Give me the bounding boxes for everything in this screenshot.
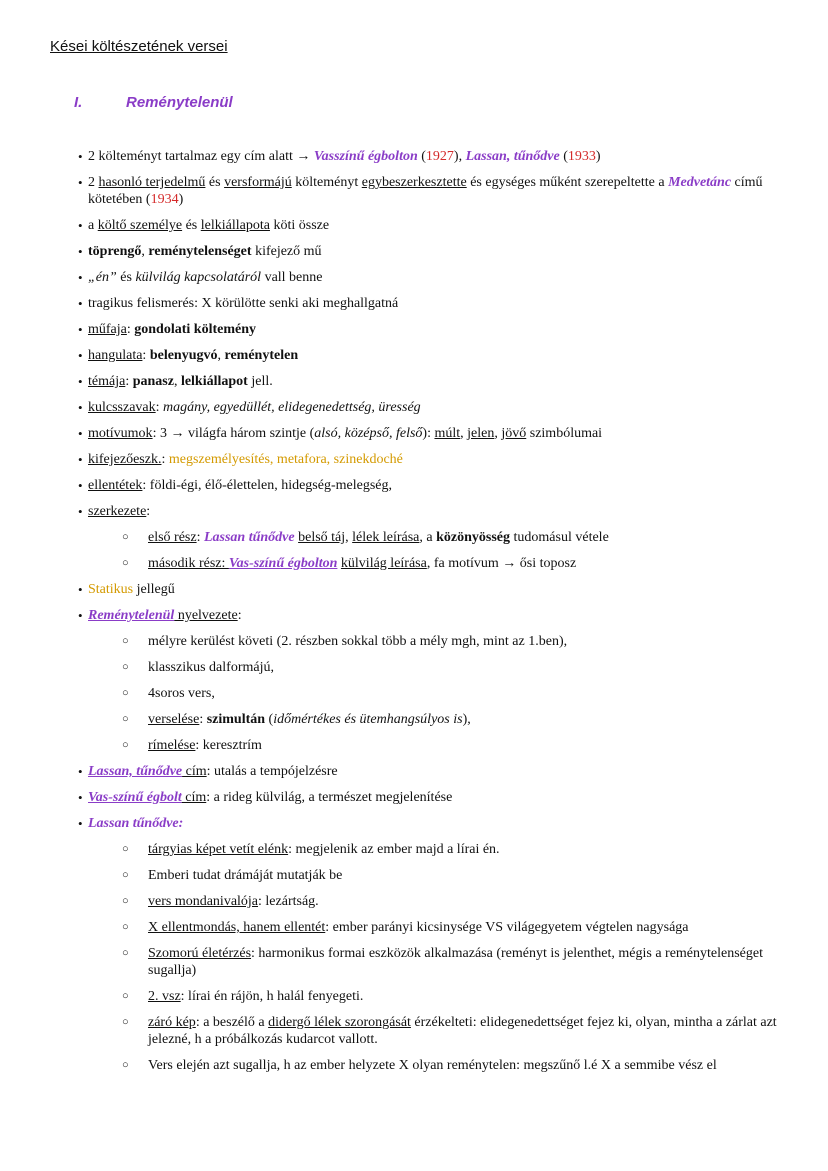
list-item: • Lassan tűnődve: [78,815,778,832]
list-item: • ellentétek: földi-égi, élő-élettelen, hidegség-melegség, [78,477,778,494]
list-item: • hangulata: belenyugvó, reménytelen [78,347,778,364]
list-item: • Statikus jellegű [78,581,778,598]
sub-list-item: ○ 4soros vers, [78,685,778,702]
list-item: • Reménytelenül nyelvezete: [78,607,778,624]
sub-list-item: ○ Vers elején azt sugallja, h az ember helyzete X olyan reménytelen: megszűnő l.é X a semmibe vész el [78,1057,778,1074]
sub-list-item: ○ X ellentmondás, hanem ellentét: ember parányi kicsinysége VS világegyetem végtelen nagysága [78,919,778,936]
list-item: • Lassan, tűnődve cím: utalás a tempójelzésre [78,763,778,780]
list-item: • szerkezete: [78,503,778,520]
bullet-list [78,148,778,1083]
page-title: Kései költészetének versei [50,38,228,55]
section-title: Reménytelenül [126,94,233,111]
sub-list-item: ○ Szomorú életérzés: harmonikus formai eszközök alkalmazása (reményt is jelenthet, mégis a reménytelenséget sugallja) [78,945,778,979]
sub-list-item: ○ Emberi tudat drámáját mutatják be [78,867,778,884]
list-item: • 2 hasonló terjedelmű és versformájú költeményt egybeszerkesztette és egységes műként szerepeltette a Medvetánc című kötetében (1934) [78,174,778,208]
sub-list-item: ○ 2. vsz: lírai én rájön, h halál fenyegeti. [78,988,778,1005]
sub-list-item: ○ második rész: Vas-színű égbolton külvilág leírása, fa motívum → ősi toposz [78,555,778,572]
list-item: • 2 költeményt tartalmaz egy cím alatt → Vasszínű égbolton (1927), Lassan, tűnődve (1933) [78,148,778,165]
list-item: • „én” és külvilág kapcsolatáról vall benne [78,269,778,286]
list-item: • töprengő, reménytelenséget kifejező mű [78,243,778,260]
section-number: I. [74,94,83,111]
sub-list-item: ○ verselése: szimultán (időmértékes és ütemhangsúlyos is), [78,711,778,728]
section-heading [74,94,233,111]
sub-list-item: ○ tárgyias képet vetít elénk: megjelenik az ember majd a lírai én. [78,841,778,858]
sub-list-item: ○ záró kép: a beszélő a didergő lélek szorongását érzékelteti: elidegenedettséget fejez ki, olyan, mintha a zárlat azt jelezné, h a próbálkozás kudarcot vallott. [78,1014,778,1048]
sub-list-item: ○ első rész: Lassan tűnődve belső táj, lélek leírása, a közönyösség tudomásul vétele [78,529,778,546]
list-item: • kulcsszavak: magány, egyedüllét, elidegenedettség, üresség [78,399,778,416]
sub-list-item: ○ rímelése: keresztrím [78,737,778,754]
list-item: • műfaja: gondolati költemény [78,321,778,338]
list-item: • kifejezőeszk.: megszemélyesítés, metafora, szinekdoché [78,451,778,468]
list-item: • témája: panasz, lelkiállapot jell. [78,373,778,390]
list-item: • motívumok: 3 → világfa három szintje (alsó, középső, felső): múlt, jelen, jövő szimbólumai [78,425,778,442]
sub-list-item: ○ vers mondanivalója: lezártság. [78,893,778,910]
list-item: • tragikus felismerés: X körülötte senki aki meghallgatná [78,295,778,312]
list-item: • a költő személye és lelkiállapota köti össze [78,217,778,234]
list-item: • Vas-színű égbolt cím: a rideg külvilág, a természet megjelenítése [78,789,778,806]
sub-list-item: ○ klasszikus dalformájú, [78,659,778,676]
sub-list-item: ○ mélyre kerülést követi (2. részben sokkal több a mély mgh, mint az 1.ben), [78,633,778,650]
